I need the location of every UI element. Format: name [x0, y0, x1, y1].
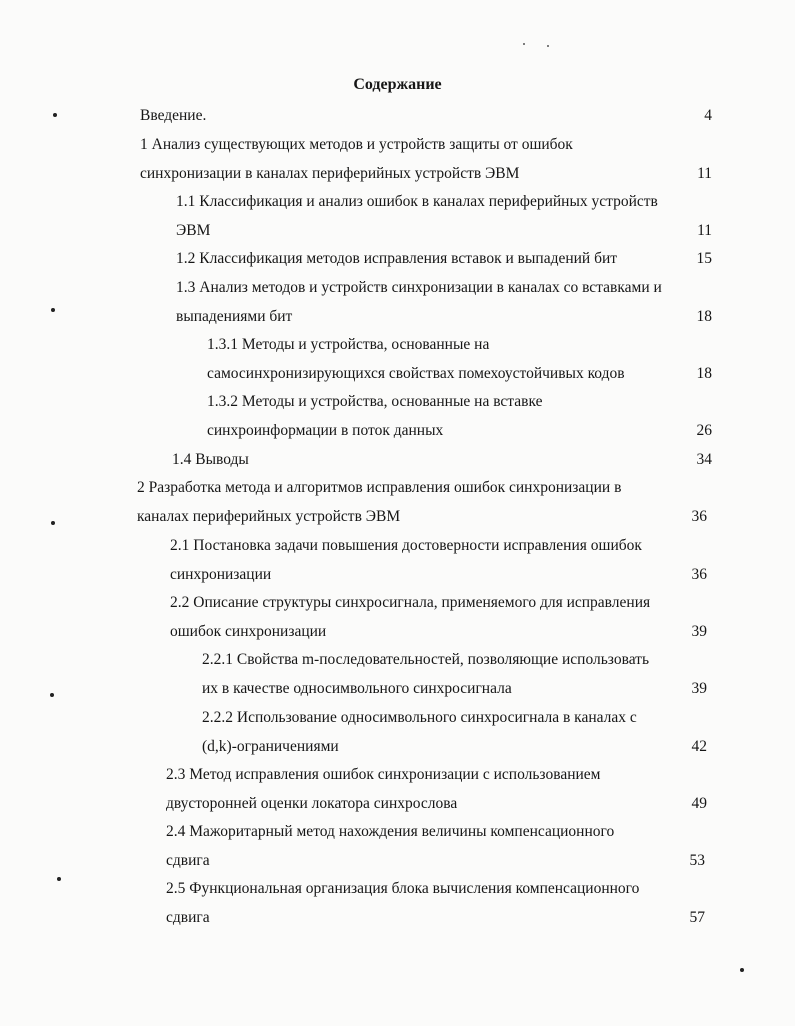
- toc-page-number: 18: [696, 307, 712, 325]
- toc-entry-section-2-1: [170, 532, 707, 589]
- toc-entry-line: выпадениями бит: [176, 307, 293, 325]
- toc-entry-line: двусторонней оценки локатора синхрослова: [166, 794, 458, 812]
- toc-entry-line: каналах периферийных устройств ЭВМ: [137, 507, 401, 525]
- toc-page-number: 34: [696, 451, 712, 468]
- scan-speck: [740, 968, 744, 972]
- toc-page-number: 36: [691, 507, 707, 525]
- punch-hole-mark: [50, 693, 54, 697]
- toc-entry-line: 1 Анализ существующих методов и устройств защиты от ошибок: [140, 136, 573, 153]
- page-title: Содержание: [353, 76, 442, 93]
- toc-page-number: 53: [689, 851, 705, 869]
- toc-entry-chapter-1: [140, 131, 712, 188]
- toc-entry-section-2-2-1: [202, 646, 707, 703]
- toc-page-number: 15: [696, 250, 712, 267]
- toc-page-number: 36: [691, 565, 707, 583]
- toc-page-number: 11: [697, 221, 712, 239]
- toc-entry-line: 2 Разработка метода и алгоритмов исправления ошибок синхронизации в: [137, 479, 622, 496]
- toc-page-number: 11: [697, 164, 712, 182]
- toc-entry-line: ошибок синхронизации: [170, 622, 327, 640]
- toc-entry-section-2-5: [166, 875, 705, 932]
- toc-entry-section-1-1: [176, 188, 712, 245]
- toc-entry-section-2-3: [166, 761, 707, 818]
- toc-entry-line: 2.2.2 Использование односимвольного синхросигнала в каналах с: [202, 709, 637, 726]
- toc-entry-line: их в качестве односимвольного синхросигнала: [202, 679, 512, 697]
- toc-page-number: 18: [696, 364, 712, 382]
- toc-entry-line: синхронизации в каналах периферийных устройств ЭВМ: [140, 164, 520, 182]
- toc-page-number: 26: [696, 421, 712, 439]
- toc-entry-line: 2.2.1 Свойства m-последовательностей, позволяющие использовать: [202, 651, 650, 668]
- punch-hole-mark: [57, 877, 61, 881]
- toc-entry-line: 1.4 Выводы: [172, 451, 249, 468]
- toc-entry-section-1-4: [172, 446, 712, 475]
- toc-entry-line: 2.3 Метод исправления ошибок синхронизации с использованием: [166, 766, 601, 783]
- toc-page-number: 4: [704, 107, 712, 124]
- toc-entry-line: 1.3 Анализ методов и устройств синхронизации в каналах со вставками и: [176, 279, 662, 296]
- toc-page-number: 39: [691, 622, 707, 640]
- toc-entry-section-1-2: [176, 245, 712, 274]
- toc-entry-line: 1.2 Классификация методов исправления вставок и выпадений бит: [176, 250, 618, 267]
- toc-entry-line: синхроинформации в поток данных: [207, 421, 444, 439]
- scan-speck: [547, 45, 549, 47]
- toc-entry-line: ЭВМ: [176, 221, 211, 239]
- toc-entry-line: сдвига: [166, 851, 210, 869]
- toc-page-number: 49: [691, 794, 707, 812]
- toc-entry-line: 1.3.2 Методы и устройства, основанные на вставке: [207, 393, 543, 410]
- toc-entry-line: 1.1 Классификация и анализ ошибок в каналах периферийных устройств: [176, 193, 658, 210]
- toc-entry-section-1-3-1: [207, 331, 712, 388]
- toc-entry-line: 2.2 Описание структуры синхросигнала, применяемого для исправления: [170, 594, 651, 611]
- toc-entry-section-2-2: [170, 589, 707, 646]
- toc-entry-chapter-2: [137, 474, 707, 531]
- toc-entry-line: (d,k)-ограничениями: [202, 737, 339, 755]
- toc-entry-line: 1.3.1 Методы и устройства, основанные на: [207, 336, 490, 353]
- punch-hole-mark: [51, 521, 55, 525]
- toc-entry-line: 2.5 Функциональная организация блока вычисления компенсационного: [166, 880, 640, 897]
- toc-entry-line: 2.1 Постановка задачи повышения достоверности исправления ошибок: [170, 537, 642, 554]
- toc-entry-line: Введение.: [140, 107, 207, 124]
- toc-entry-section-2-2-2: [202, 704, 707, 761]
- toc-entry-line: сдвига: [166, 908, 210, 926]
- scan-speck: [523, 43, 525, 45]
- toc-entry-section-1-3: [176, 274, 712, 331]
- toc-page-number: 42: [691, 737, 707, 755]
- punch-hole-mark: [51, 308, 55, 312]
- toc-entry-section-1-3-2: [207, 388, 712, 445]
- toc-page-number: 39: [691, 679, 707, 697]
- toc-entry-section-2-4: [166, 818, 705, 875]
- toc-entry-line: синхронизации: [170, 565, 272, 583]
- punch-hole-mark: [53, 113, 57, 117]
- toc-page-number: 57: [689, 908, 705, 926]
- toc-entry-line: самосинхронизирующихся свойствах помехоустойчивых кодов: [207, 364, 625, 382]
- toc-entry-line: 2.4 Мажоритарный метод нахождения величины компенсационного: [166, 823, 615, 840]
- toc-entry-introduction: [140, 102, 712, 131]
